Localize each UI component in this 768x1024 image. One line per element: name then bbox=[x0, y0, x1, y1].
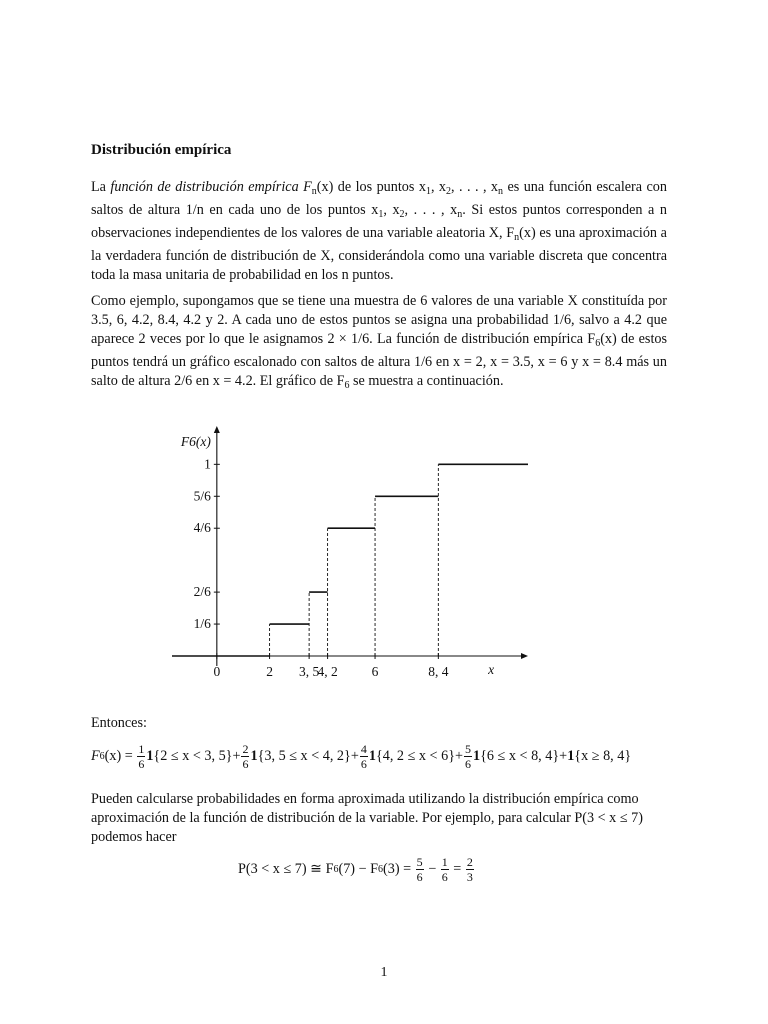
text-run: Como ejemplo, supongamos que se tiene una muestra de 6 valores de una variable X constituída por 3.5, 6, 4.2, 8.4, 4.2 y 2. A cada uno de estos puntos se asigna una probabilidad 1/6, salvo a 4.2 que aparece 2 veces por lo que le asignamos 2 × 1/6. La función de distribución empírica F bbox=[91, 293, 667, 347]
paragraph-example bbox=[91, 292, 667, 395]
fraction bbox=[137, 742, 145, 771]
math-run: {6 ≤ x < 8, 4}+ bbox=[480, 748, 568, 764]
math-subscript: n bbox=[498, 186, 504, 197]
math-subscript: 6 bbox=[378, 864, 383, 875]
text-run: es una función escalera con saltos de altura 1/n en cada uno de los puntos x bbox=[91, 179, 667, 218]
math-subscript: 6 bbox=[595, 338, 601, 349]
math-run: P(3 < x ≤ 7) ≅ F bbox=[238, 861, 334, 877]
fraction bbox=[464, 742, 472, 771]
y-tick-label: 4/6 bbox=[193, 520, 211, 536]
text-run: La bbox=[91, 179, 111, 195]
x-tick-label: 8, 4 bbox=[428, 664, 449, 679]
equation-probability-example bbox=[238, 855, 475, 884]
x-tick-label: 4, 2 bbox=[317, 664, 338, 679]
math-run: F bbox=[91, 748, 100, 764]
indicator-symbol: 1 bbox=[368, 748, 376, 764]
math-subscript: 6 bbox=[99, 751, 105, 762]
text-run: , x bbox=[430, 179, 447, 195]
paragraph-probabilities: Pueden calcularse probabilidades en forma aproximada utilizando la distribución empírica como aproximación de la función de distribución de la variable. Por ejemplo, para calcular P(3 < x ≤ 7) podemos hacer bbox=[91, 791, 643, 845]
x-axis-label: x bbox=[488, 662, 495, 677]
emphasis-term: función de distribución empírica bbox=[110, 179, 299, 195]
fraction-denominator: 6 bbox=[441, 870, 448, 884]
fraction bbox=[416, 855, 424, 884]
fraction bbox=[466, 855, 474, 884]
section-title: Distribución empírica bbox=[91, 142, 232, 158]
indicator-symbol: 1 bbox=[250, 748, 258, 764]
math-subscript: n bbox=[311, 186, 317, 197]
y-tick-label: 1 bbox=[204, 456, 211, 472]
math-subscript: 6 bbox=[333, 864, 339, 875]
fraction-denominator: 6 bbox=[360, 757, 367, 771]
math-subscript: 1 bbox=[425, 186, 431, 197]
fraction-numerator: 1 bbox=[138, 742, 145, 756]
fraction-numerator: 2 bbox=[242, 742, 249, 756]
fraction bbox=[241, 742, 249, 771]
math-run: − bbox=[424, 861, 440, 877]
x-axis-arrow bbox=[521, 653, 528, 659]
fraction bbox=[441, 855, 449, 884]
fraction-denominator: 6 bbox=[242, 757, 249, 771]
math-run: (x) = bbox=[104, 748, 137, 764]
equation-f6-indicator-sum bbox=[91, 742, 631, 771]
equation-terms bbox=[136, 742, 567, 771]
math-run: {3, 5 ≤ x < 4, 2}+ bbox=[257, 748, 359, 764]
y-axis-arrow bbox=[214, 426, 220, 433]
math-subscript: n bbox=[457, 209, 463, 220]
indicator-symbol: 1 bbox=[567, 748, 575, 764]
math-subscript: 2 bbox=[446, 186, 452, 197]
math-subscript: 1 bbox=[378, 209, 384, 220]
math-run: F bbox=[298, 179, 312, 195]
math-run: {4, 2 ≤ x < 6}+ bbox=[375, 748, 464, 764]
math-subscript: 2 bbox=[399, 209, 405, 220]
y-tick-label: 5/6 bbox=[193, 488, 211, 504]
fraction bbox=[360, 742, 368, 771]
fraction-numerator: 1 bbox=[441, 855, 448, 869]
fraction-numerator: 5 bbox=[465, 742, 472, 756]
empirical-cdf-step-chart bbox=[160, 418, 540, 688]
fraction-numerator: 4 bbox=[360, 742, 367, 756]
x-tick-label: 3, 5 bbox=[299, 664, 320, 679]
y-tick-label: 1/6 bbox=[193, 616, 211, 632]
fraction-denominator: 3 bbox=[466, 870, 473, 884]
math-subscript: n bbox=[514, 232, 520, 243]
text-run: (x) es una aproximación a la verdadera función de distribución de X, considerándola como una variable discreta que concentra toda la masa unitaria de probabilidad en los n puntos. bbox=[91, 225, 667, 283]
indicator-symbol: 1 bbox=[146, 748, 154, 764]
x-tick-label: 2 bbox=[266, 664, 273, 679]
math-run: {x ≥ 8, 4} bbox=[574, 748, 632, 764]
paragraph-then: Entonces: bbox=[91, 715, 147, 731]
math-subscript: 6 bbox=[344, 380, 350, 391]
fraction-numerator: 5 bbox=[416, 855, 423, 869]
math-run: (3) = bbox=[383, 861, 415, 877]
fraction-denominator: 6 bbox=[465, 757, 472, 771]
math-run: (7) − F bbox=[338, 861, 378, 877]
text-run: (x) de estos puntos tendrá un gráfico escalonado con saltos de altura 1/6 en x = 2, x = 3.5, x = 6 y x = 8.4 más un salto de altura 2/6 en x = 4.2. El gráfico de F bbox=[91, 331, 668, 389]
paragraph-definition bbox=[91, 178, 667, 285]
text-run: se muestra a continuación. bbox=[349, 373, 504, 389]
fraction-denominator: 6 bbox=[416, 870, 423, 884]
fraction-denominator: 6 bbox=[138, 757, 145, 771]
text-run: , . . . , x bbox=[451, 179, 499, 195]
x-tick-label: 0 bbox=[213, 664, 221, 679]
y-axis-label: F6(x) bbox=[180, 434, 211, 449]
text-run: , . . . , x bbox=[404, 202, 458, 218]
indicator-symbol: 1 bbox=[473, 748, 481, 764]
math-run: {2 ≤ x < 3, 5}+ bbox=[153, 748, 241, 764]
y-tick-label: 2/6 bbox=[193, 584, 211, 600]
page-number: 1 bbox=[380, 965, 388, 980]
text-run: (x) de los puntos x bbox=[316, 179, 426, 195]
text-run: . Si estos puntos corresponden a n observaciones independientes de los valores de una variable aleatoria X, F bbox=[91, 202, 668, 241]
text-run: , x bbox=[383, 202, 400, 218]
math-run: = bbox=[449, 861, 465, 877]
fraction-numerator: 2 bbox=[466, 855, 473, 869]
x-tick-label: 6 bbox=[371, 664, 379, 679]
